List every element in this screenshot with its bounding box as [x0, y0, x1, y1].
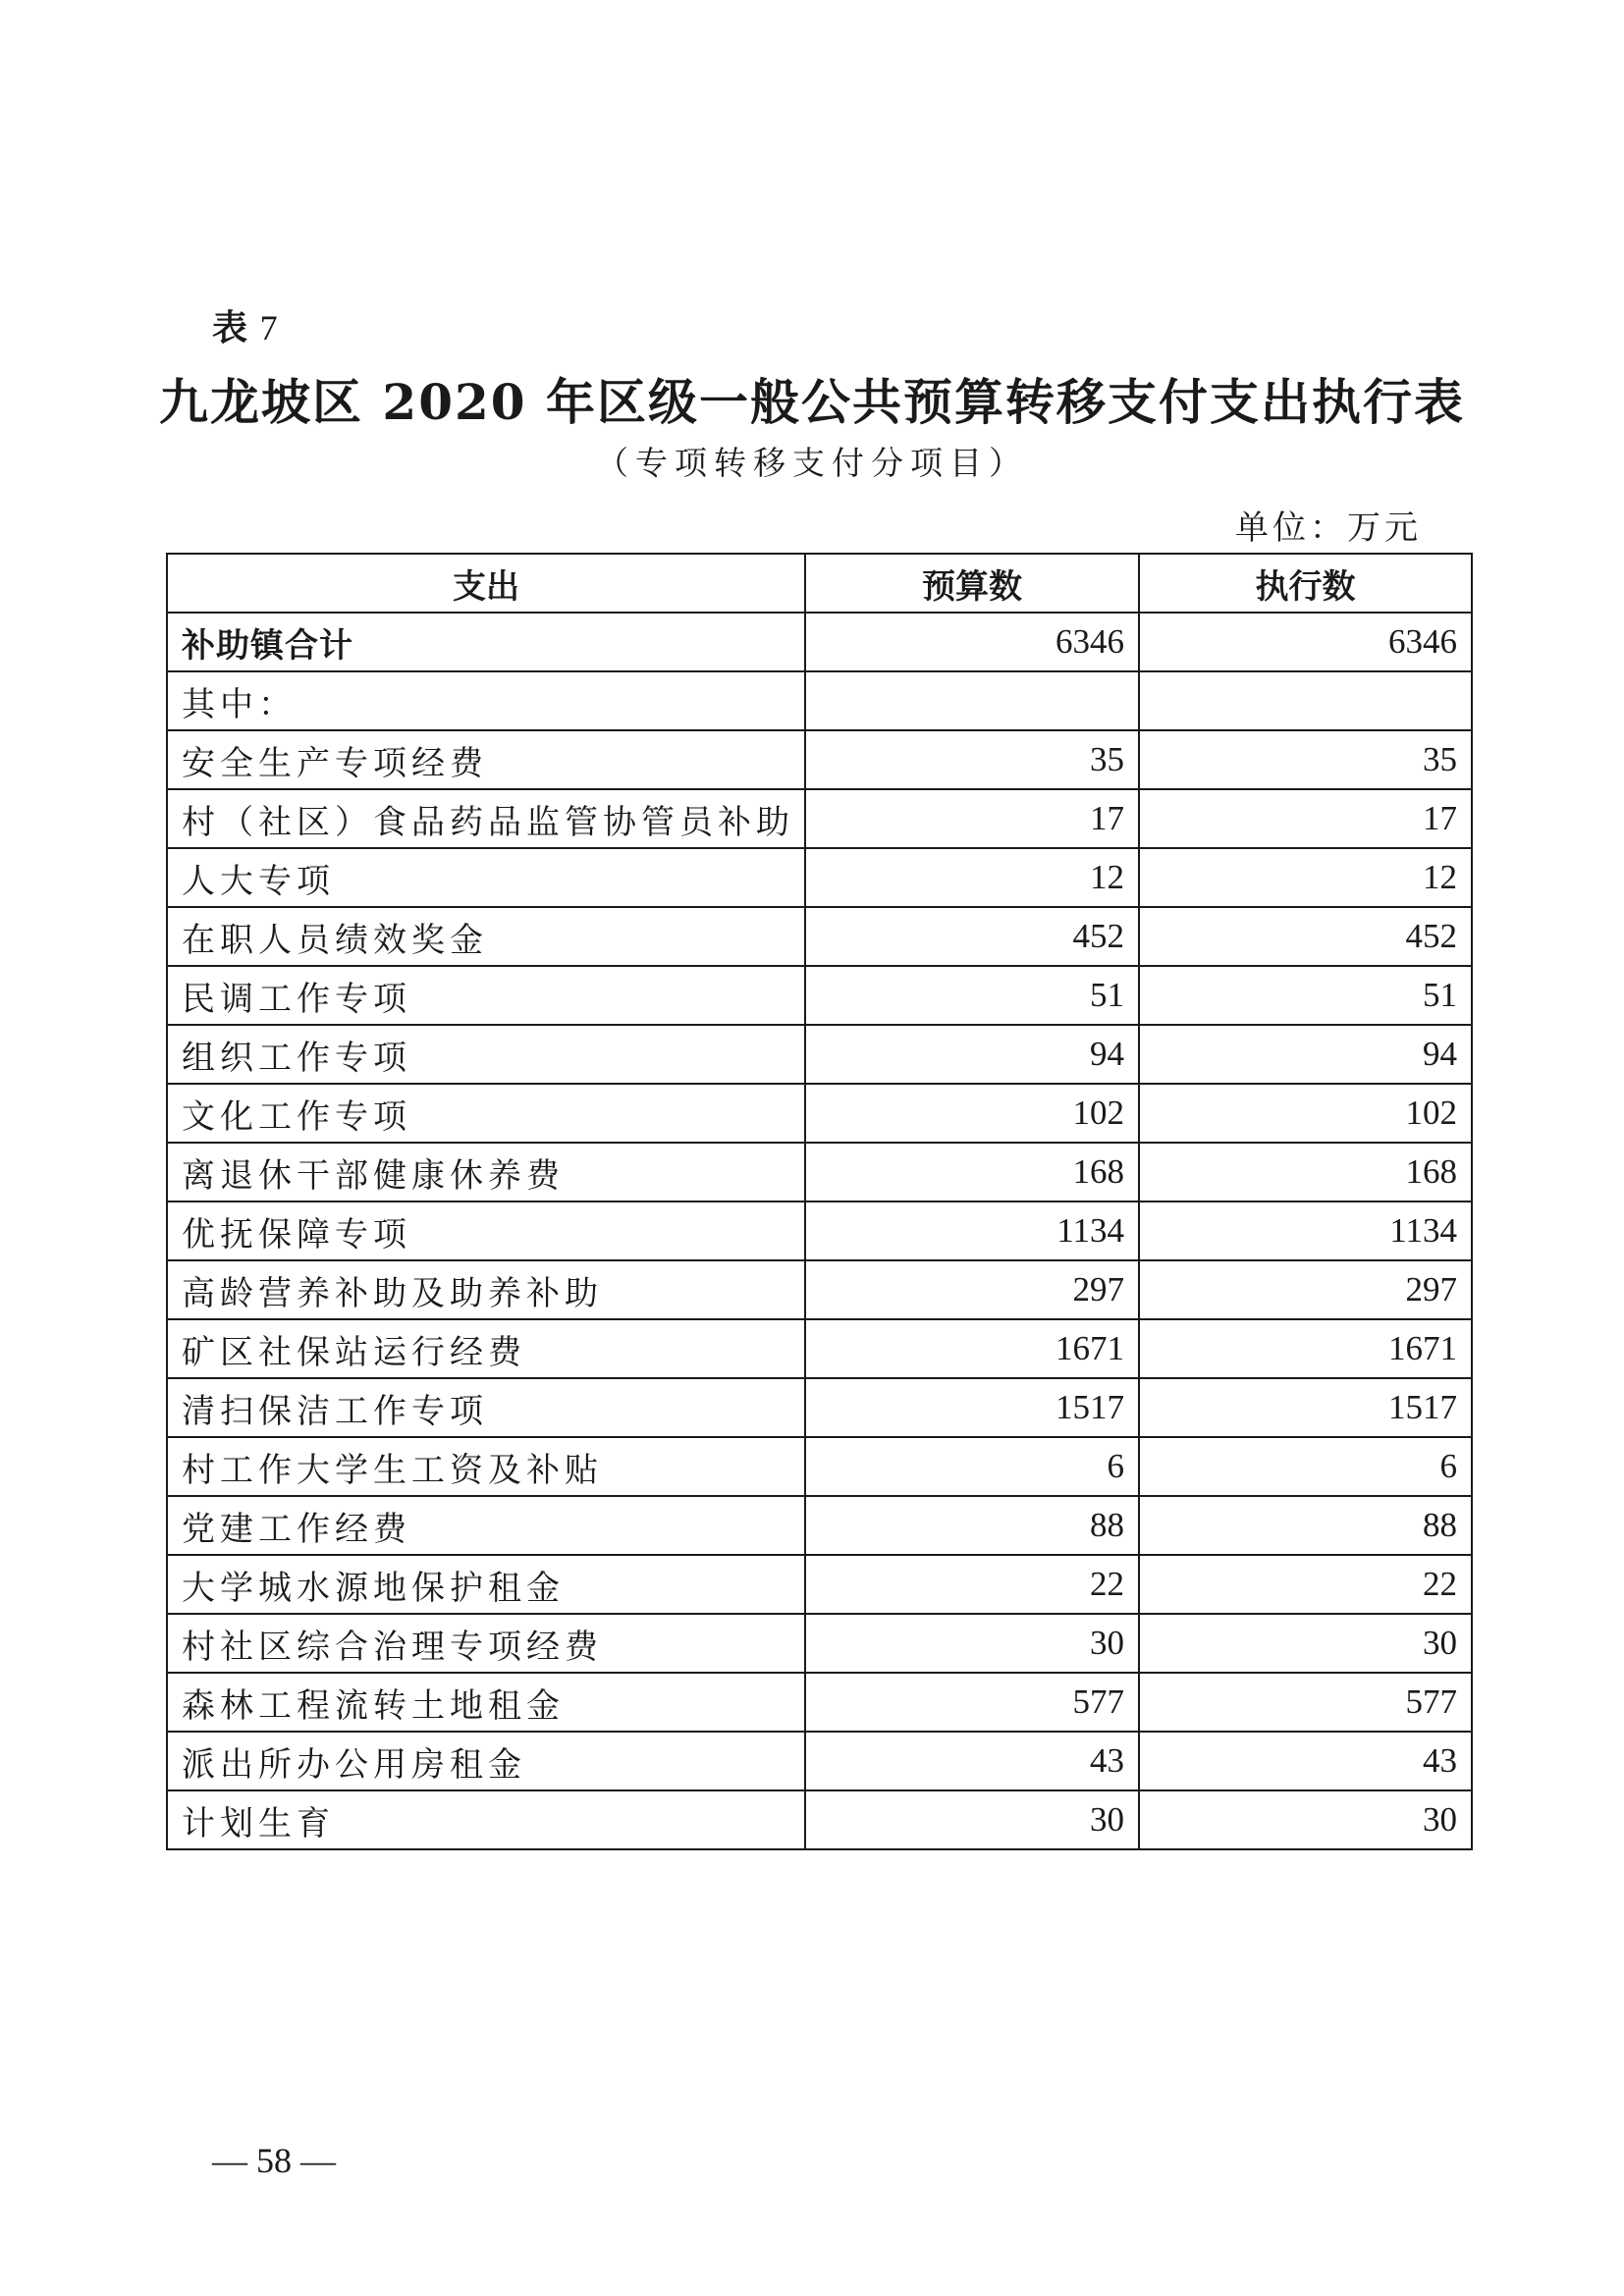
row-item-name: 派出所办公用房租金 — [167, 1732, 805, 1790]
page-number: — 58 — — [212, 2141, 336, 2180]
page-subtitle: （专项转移支付分项目） — [596, 444, 1028, 482]
table-row — [167, 1260, 1472, 1319]
row-actual-value: 35 — [1139, 730, 1472, 789]
table-body — [167, 613, 1472, 1849]
table-row — [167, 1025, 1472, 1084]
row-budget-value: 577 — [805, 1673, 1139, 1732]
table-header-row — [167, 554, 1472, 613]
row-actual-value: 17 — [1139, 789, 1472, 848]
row-item-name: 党建工作经费 — [167, 1496, 805, 1555]
table-row — [167, 1790, 1472, 1849]
row-budget-value: 452 — [805, 907, 1139, 966]
table-row — [167, 1201, 1472, 1260]
row-item-name: 森林工程流转土地租金 — [167, 1673, 805, 1732]
row-budget-value: 6 — [805, 1437, 1139, 1496]
table-row — [167, 1496, 1472, 1555]
row-budget-value: 94 — [805, 1025, 1139, 1084]
row-item-name: 其中： — [167, 671, 805, 730]
table-row — [167, 1319, 1472, 1378]
row-actual-value: 6346 — [1139, 613, 1472, 671]
row-item-name: 村（社区）食品药品监管协管员补助 — [167, 789, 805, 848]
row-actual-value: 452 — [1139, 907, 1472, 966]
column-header-actual: 执行数 — [1139, 554, 1472, 613]
table-row — [167, 1555, 1472, 1614]
row-budget-value: 1134 — [805, 1201, 1139, 1260]
row-actual-value: 1134 — [1139, 1201, 1472, 1260]
row-item-name: 人大专项 — [167, 848, 805, 907]
table-row — [167, 1732, 1472, 1790]
row-actual-value: 30 — [1139, 1614, 1472, 1673]
row-actual-value: 51 — [1139, 966, 1472, 1025]
row-actual-value: 1517 — [1139, 1378, 1472, 1437]
table-label — [212, 300, 278, 350]
table-row — [167, 907, 1472, 966]
row-actual-value: 6 — [1139, 1437, 1472, 1496]
row-item-name: 矿区社保站运行经费 — [167, 1319, 805, 1378]
row-actual-value: 297 — [1139, 1260, 1472, 1319]
table-row — [167, 848, 1472, 907]
row-item-name: 组织工作专项 — [167, 1025, 805, 1084]
row-item-name: 村社区综合治理专项经费 — [167, 1614, 805, 1673]
row-item-name: 计划生育 — [167, 1790, 805, 1849]
row-budget-value: 51 — [805, 966, 1139, 1025]
row-actual-value: 577 — [1139, 1673, 1472, 1732]
row-actual-value: 94 — [1139, 1025, 1472, 1084]
row-item-name: 安全生产专项经费 — [167, 730, 805, 789]
row-actual-value: 22 — [1139, 1555, 1472, 1614]
row-budget-value: 35 — [805, 730, 1139, 789]
row-actual-value: 88 — [1139, 1496, 1472, 1555]
row-actual-value: 102 — [1139, 1084, 1472, 1143]
table-row — [167, 1673, 1472, 1732]
row-budget-value: 88 — [805, 1496, 1139, 1555]
table-row — [167, 1143, 1472, 1201]
table-row — [167, 1378, 1472, 1437]
row-budget-value: 297 — [805, 1260, 1139, 1319]
page-title: 九龙坡区 2020 年区级一般公共预算转移支付支出执行表 — [159, 373, 1465, 431]
row-budget-value: 43 — [805, 1732, 1139, 1790]
row-budget-value: 30 — [805, 1790, 1139, 1849]
row-budget-value: 17 — [805, 789, 1139, 848]
row-budget-value: 102 — [805, 1084, 1139, 1143]
budget-table — [166, 553, 1473, 1850]
table-row — [167, 966, 1472, 1025]
row-item-name: 高龄营养补助及助养补助 — [167, 1260, 805, 1319]
column-header-expenditure: 支出 — [167, 554, 805, 613]
table-row — [167, 1084, 1472, 1143]
unit-label: 单位：万元 — [1235, 508, 1422, 548]
row-item-name: 民调工作专项 — [167, 966, 805, 1025]
row-budget-value: 22 — [805, 1555, 1139, 1614]
row-actual-value: 168 — [1139, 1143, 1472, 1201]
row-budget-value: 168 — [805, 1143, 1139, 1201]
row-actual-value: 12 — [1139, 848, 1472, 907]
row-budget-value: 12 — [805, 848, 1139, 907]
row-item-name: 大学城水源地保护租金 — [167, 1555, 805, 1614]
column-header-budget: 预算数 — [805, 554, 1139, 613]
table-row — [167, 730, 1472, 789]
table-row — [167, 1437, 1472, 1496]
row-item-name: 优抚保障专项 — [167, 1201, 805, 1260]
table-label-number: 7 — [259, 308, 278, 347]
row-actual-value: 1671 — [1139, 1319, 1472, 1378]
row-budget-value: 1671 — [805, 1319, 1139, 1378]
row-item-name: 补助镇合计 — [167, 613, 805, 671]
table-row — [167, 671, 1472, 730]
row-actual-value: 43 — [1139, 1732, 1472, 1790]
row-item-name: 文化工作专项 — [167, 1084, 805, 1143]
row-budget-value — [805, 671, 1139, 730]
row-item-name: 村工作大学生工资及补贴 — [167, 1437, 805, 1496]
table-row — [167, 789, 1472, 848]
row-item-name: 离退休干部健康休养费 — [167, 1143, 805, 1201]
row-item-name: 清扫保洁工作专项 — [167, 1378, 805, 1437]
table-row — [167, 1614, 1472, 1673]
row-item-name: 在职人员绩效奖金 — [167, 907, 805, 966]
row-actual-value — [1139, 671, 1472, 730]
row-budget-value: 30 — [805, 1614, 1139, 1673]
row-budget-value: 1517 — [805, 1378, 1139, 1437]
row-actual-value: 30 — [1139, 1790, 1472, 1849]
table-row — [167, 613, 1472, 671]
row-budget-value: 6346 — [805, 613, 1139, 671]
table-label-prefix: 表 — [212, 308, 248, 348]
